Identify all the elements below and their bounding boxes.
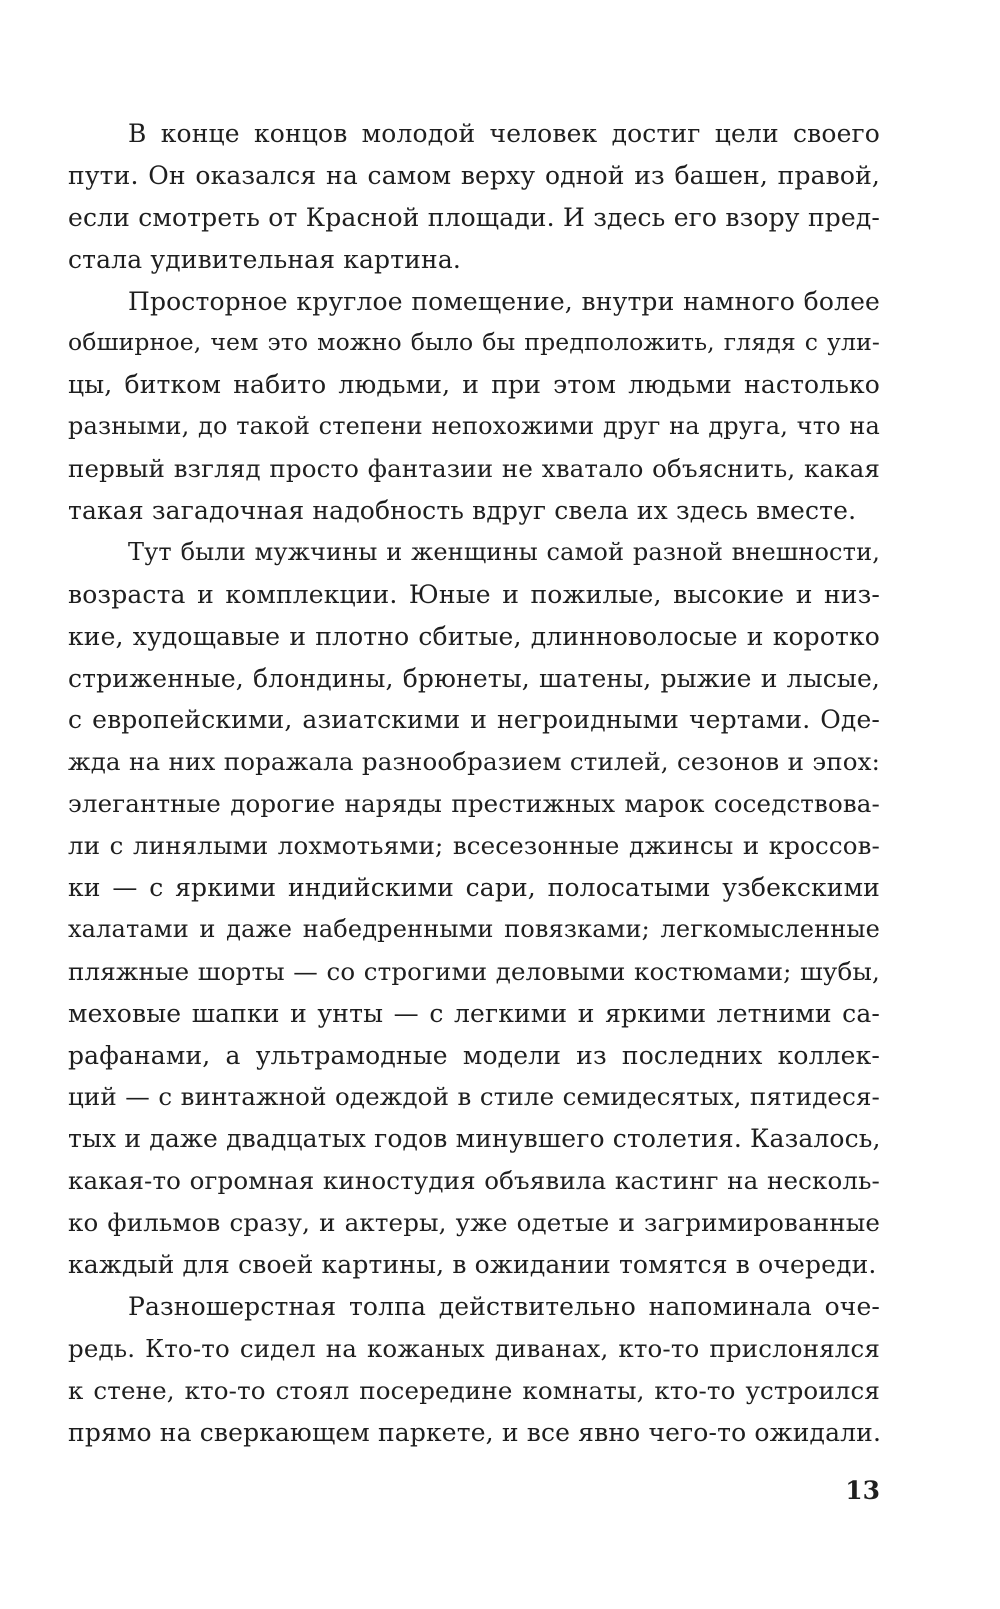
text-line: ки — с яркими индийскими сари, полосатыми узбекскими [68,873,880,903]
text-line: ций — с винтажной одеждой в стиле семидесятых, пятидеся- [68,1082,880,1112]
text-line: каждый для своей картины, в ожидании томятся в очереди. [68,1250,877,1280]
text-line: жда на них поражала разнообразием стилей, сезонов и эпох: [68,747,880,777]
text-line: первый взгляд просто фантазии не хватало объяснить, какая [68,454,880,484]
text-line: разными, до такой степени непохожими друг на друга, что на [68,412,880,441]
text-line: стала удивительная картина. [68,244,461,274]
page-number: 13 [845,1476,880,1505]
text-line: ко фильмов сразу, и актеры, уже одетые и загримированные [68,1208,880,1238]
text-line: возраста и комплекции. Юные и пожилые, высокие и низ- [68,579,880,609]
text-line: такая загадочная надобность вдруг свела их здесь вместе. [68,496,857,526]
body-text [68,113,880,1454]
text-line: халатами и даже набедренными повязками; легкомысленные [68,914,880,943]
text-line: кие, худощавые и плотно сбитые, длинноволосые и коротко [68,621,880,651]
text-line: к стене, кто-то стоял посередине комнаты, кто-то устроился [68,1375,880,1405]
text-line: если смотреть от Красной площади. И здесь его взору пред- [68,202,880,232]
text-line: элегантные дорогие наряды престижных марок соседствова- [68,789,880,819]
paragraph-first-line: В конце концов молодой человек достиг цели своего [128,119,880,148]
text-line: пути. Он оказался на самом верху одной из башен, правой, [68,160,880,190]
text-line: стриженные, блондины, брюнеты, шатены, рыжие и лысые, [68,663,880,693]
text-line: с европейскими, азиатскими и негроидными чертами. Оде- [68,705,880,735]
paragraph-first-line: Просторное круглое помещение, внутри намного более [128,286,880,316]
text-line: какая-то огромная киностудия объявила кастинг на несколь- [68,1166,880,1196]
paragraph-first-line: Тут были мужчины и женщины самой разной внешности, [128,537,880,566]
text-line: цы, битком набито людьми, и при этом людьми настолько [68,370,880,400]
text-line: редь. Кто-то сидел на кожаных диванах, кто-то прислонялся [68,1333,880,1363]
text-line: меховые шапки и унты — с легкими и яркими летними са- [68,998,880,1028]
text-line: прямо на сверкающем паркете, и все явно чего-то ожидали. [68,1417,882,1447]
text-line: тых и даже двадцатых годов минувшего столетия. Казалось, [68,1124,881,1154]
text-line: рафанами, а ультрамодные модели из последних коллек- [68,1040,880,1070]
paragraph-first-line: Разношерстная толпа действительно напоминала оче- [128,1291,880,1321]
text-line: пляжные шорты — со строгими деловыми костюмами; шубы, [68,956,880,986]
text-line: обширное, чем это можно было бы предположить, глядя с ули- [68,328,880,357]
text-line: ли с линялыми лохмотьями; всесезонные джинсы и кроссов- [68,831,880,861]
